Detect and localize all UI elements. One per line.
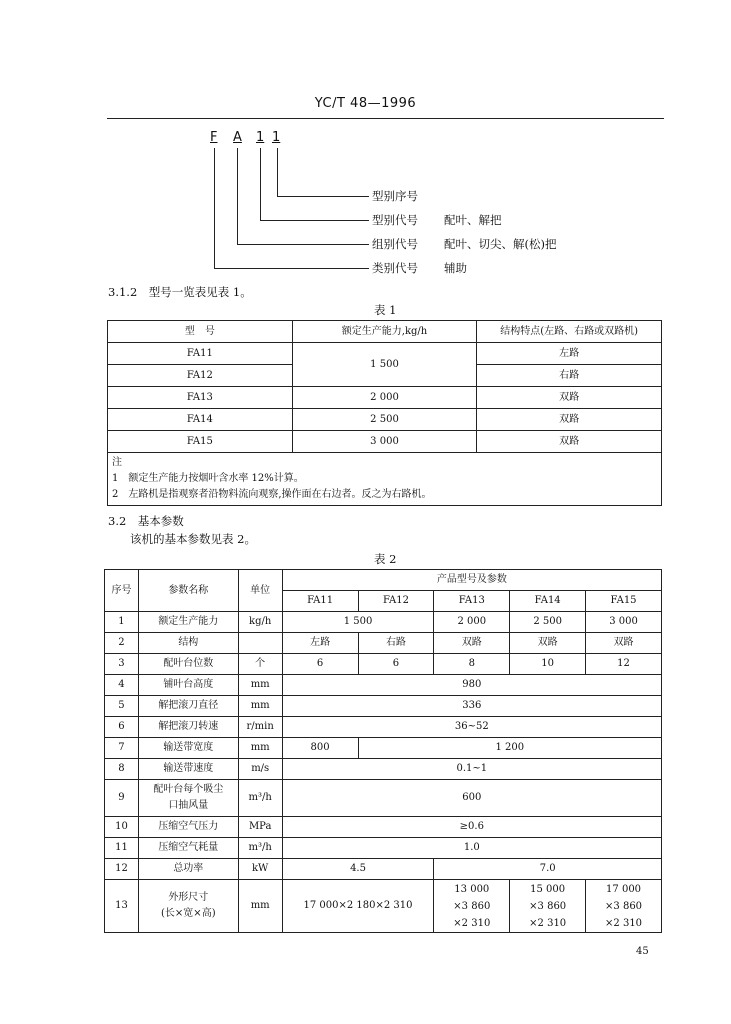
table-1	[107, 320, 662, 506]
header-cell: 产品型号及参数	[282, 570, 661, 591]
table-cell: 2 000	[292, 387, 477, 409]
param-name-line: 配叶台每个吸尘	[153, 784, 224, 795]
header-cell: 序号	[105, 570, 139, 612]
table-row	[105, 612, 662, 633]
table-cell: 10	[510, 654, 586, 675]
table-row	[105, 717, 662, 738]
param-name: 输送带宽度	[138, 738, 238, 759]
dim-line: ×2 310	[605, 917, 643, 929]
header-cell: 结构特点(左路、右路或双路机)	[477, 321, 662, 343]
table-cell: 左路	[477, 343, 662, 365]
param-name: 总功率	[138, 859, 238, 880]
table-cell: 左路	[282, 633, 358, 654]
table-cell: 1 500	[282, 612, 434, 633]
param-name: 铺叶台高度	[138, 675, 238, 696]
row-number: 7	[105, 738, 139, 759]
row-number: 4	[105, 675, 139, 696]
code-digit-2: 1	[272, 130, 281, 145]
connector-line	[260, 148, 261, 220]
connector-line	[277, 148, 278, 196]
param-name: 压缩空气压力	[138, 817, 238, 838]
table-cell: FA15	[108, 431, 293, 453]
code-label: 组别代号	[372, 237, 418, 251]
table-cell: 8	[434, 654, 510, 675]
param-name-line: 外形尺寸	[168, 892, 209, 903]
model-header: FA12	[358, 591, 434, 612]
header-cell: 单位	[238, 570, 282, 612]
row-number: 12	[105, 859, 139, 880]
table-header-row	[105, 570, 662, 591]
table-cell: 600	[282, 780, 661, 817]
table-row	[108, 343, 662, 365]
table-cell: FA11	[108, 343, 293, 365]
connector-line	[237, 244, 369, 245]
model-header: FA11	[282, 591, 358, 612]
section-3-2-text: 该机的基本参数见表 2。	[130, 532, 256, 546]
param-unit: mm	[238, 738, 282, 759]
table-cell: 双路	[477, 387, 662, 409]
note-item: 1 额定生产能力按烟叶含水率 12%计算。	[112, 473, 304, 484]
table-cell: 17 000×2 180×2 310	[282, 880, 434, 933]
model-header: FA14	[510, 591, 586, 612]
code-desc: 辅助	[444, 261, 467, 275]
param-unit: 个	[238, 654, 282, 675]
param-unit: r/min	[238, 717, 282, 738]
param-unit: MPa	[238, 817, 282, 838]
table-cell: 双路	[586, 633, 662, 654]
table-cell: 右路	[477, 365, 662, 387]
row-number: 8	[105, 759, 139, 780]
table-cell: 6	[282, 654, 358, 675]
table-row	[105, 696, 662, 717]
header-cell: 参数名称	[138, 570, 238, 612]
table-cell: 7.0	[434, 859, 662, 880]
table-cell: 336	[282, 696, 661, 717]
table-row	[105, 738, 662, 759]
table-row	[105, 838, 662, 859]
table-cell: 2 500	[510, 612, 586, 633]
table-row	[108, 387, 662, 409]
table1-caption: 表 1	[374, 303, 397, 317]
table-cell: 1 500	[292, 343, 477, 387]
model-header: FA15	[586, 591, 662, 612]
row-number: 10	[105, 817, 139, 838]
table-cell: FA12	[108, 365, 293, 387]
table-cell: 双路	[477, 431, 662, 453]
connector-line	[237, 148, 238, 244]
table-header-row	[108, 321, 662, 343]
note-item: 2 左路机是指观察者沿物料流向观察,操作面在右边者。反之为右路机。	[112, 489, 432, 500]
param-name	[138, 880, 238, 933]
connector-line	[277, 196, 369, 197]
page-header: YC/T 48—1996	[314, 96, 417, 111]
table2-caption: 表 2	[374, 552, 397, 566]
param-unit: kW	[238, 859, 282, 880]
row-number: 3	[105, 654, 139, 675]
code-desc: 配叶、切尖、解(松)把	[444, 237, 557, 251]
model-header: FA13	[434, 591, 510, 612]
table-row	[108, 409, 662, 431]
table-cell: 3 000	[292, 431, 477, 453]
param-unit: mm	[238, 696, 282, 717]
table-cell: 4.5	[282, 859, 434, 880]
table-2	[104, 569, 662, 933]
dim-line: ×3 860	[529, 900, 567, 912]
code-letter-f: F	[210, 130, 218, 145]
param-unit: m³/h	[238, 838, 282, 859]
param-name	[138, 780, 238, 817]
param-name: 输送带速度	[138, 759, 238, 780]
table-cell: 36~52	[282, 717, 661, 738]
param-name: 压缩空气耗量	[138, 838, 238, 859]
page-number: 45	[636, 946, 649, 957]
table-cell: 6	[358, 654, 434, 675]
table-cell	[510, 880, 586, 933]
table-cell: ≥0.6	[282, 817, 661, 838]
table-cell: 2 500	[292, 409, 477, 431]
code-label: 型别序号	[372, 189, 418, 203]
table-cell: 1 200	[358, 738, 661, 759]
table-row	[105, 780, 662, 817]
code-letter-a: A	[233, 130, 242, 145]
code-label: 型别代号	[372, 213, 418, 227]
row-number: 5	[105, 696, 139, 717]
param-unit: m/s	[238, 759, 282, 780]
param-name: 解把滚刀转速	[138, 717, 238, 738]
table-cell: FA14	[108, 409, 293, 431]
param-name: 解把滚刀直径	[138, 696, 238, 717]
code-desc: 配叶、解把	[444, 213, 502, 227]
table-cell: 双路	[477, 409, 662, 431]
param-name: 额定生产能力	[138, 612, 238, 633]
section-3-2-heading: 3.2 基本参数	[108, 514, 184, 528]
table-cell	[586, 880, 662, 933]
connector-line	[214, 148, 215, 268]
dim-line: ×3 860	[453, 900, 491, 912]
param-name-line: (长×宽×高)	[161, 908, 216, 919]
table-cell: 1.0	[282, 838, 661, 859]
row-number: 13	[105, 880, 139, 933]
param-unit: m³/h	[238, 780, 282, 817]
table-row	[105, 633, 662, 654]
dim-line: 17 000	[606, 883, 642, 895]
header-rule	[107, 118, 664, 119]
row-number: 2	[105, 633, 139, 654]
table-cell: 右路	[358, 633, 434, 654]
row-number: 11	[105, 838, 139, 859]
table-row	[108, 431, 662, 453]
table-row	[105, 654, 662, 675]
table-row	[105, 880, 662, 933]
table-row	[105, 759, 662, 780]
table-cell: 双路	[434, 633, 510, 654]
header-cell: 额定生产能力,kg/h	[292, 321, 477, 343]
param-name: 结构	[138, 633, 238, 654]
dim-line: 15 000	[530, 883, 566, 895]
param-name-line: 口抽风量	[168, 800, 209, 811]
row-number: 9	[105, 780, 139, 817]
code-label: 类别代号	[372, 261, 418, 275]
table-cell: FA13	[108, 387, 293, 409]
dim-line: ×3 860	[605, 900, 643, 912]
table-notes	[108, 453, 662, 506]
table-cell: 980	[282, 675, 661, 696]
connector-line	[260, 220, 369, 221]
table-row	[105, 817, 662, 838]
table-cell	[434, 880, 510, 933]
dim-line: ×2 310	[529, 917, 567, 929]
connector-line	[214, 268, 369, 269]
row-number: 1	[105, 612, 139, 633]
note-heading: 注	[112, 457, 122, 468]
param-unit	[238, 633, 282, 654]
table-cell: 双路	[510, 633, 586, 654]
table-row	[105, 859, 662, 880]
table-cell: 12	[586, 654, 662, 675]
table-cell: 2 000	[434, 612, 510, 633]
section-3-1-2: 3.1.2 型号一览表见表 1。	[108, 285, 252, 299]
table-cell: 3 000	[586, 612, 662, 633]
param-unit: mm	[238, 675, 282, 696]
table-cell: 0.1~1	[282, 759, 661, 780]
dim-line: 13 000	[454, 883, 490, 895]
row-number: 6	[105, 717, 139, 738]
table-row	[105, 675, 662, 696]
dim-line: ×2 310	[453, 917, 491, 929]
code-digit-1: 1	[256, 130, 265, 145]
param-name: 配叶台位数	[138, 654, 238, 675]
table-cell: 800	[282, 738, 358, 759]
param-unit: kg/h	[238, 612, 282, 633]
header-cell: 型 号	[108, 321, 293, 343]
param-unit: mm	[238, 880, 282, 933]
